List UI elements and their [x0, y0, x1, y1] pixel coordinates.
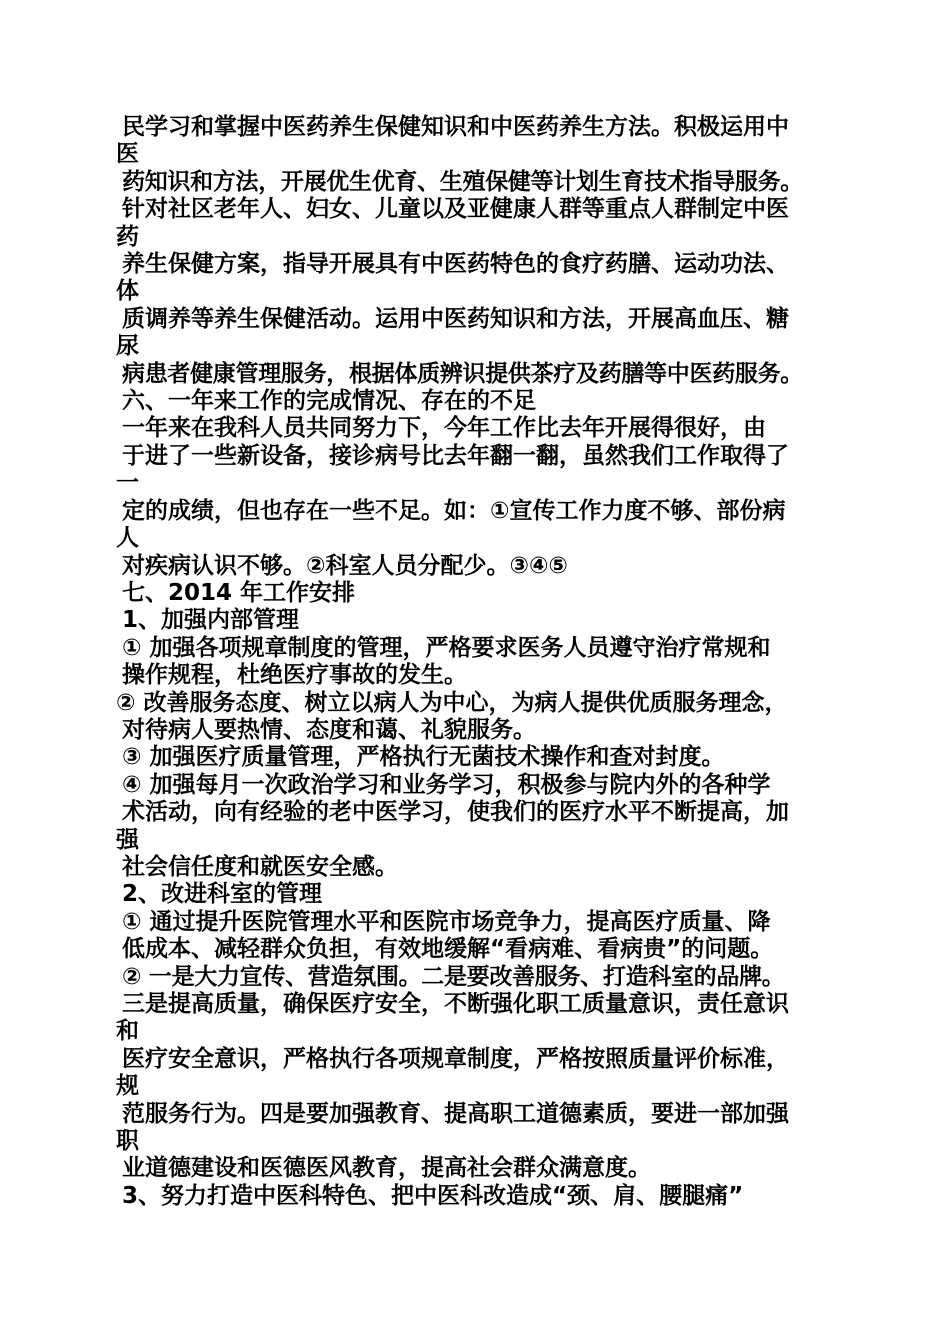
text-line-2: 医	[116, 141, 139, 168]
text-line-34: 和	[116, 1018, 139, 1045]
text-line-23: 对待病人要热情、态度和蔼、礼貌服务。	[122, 716, 536, 743]
text-line-26: 术活动，向有经验的老中医学习，使我们的医疗水平不断提高，加	[122, 799, 789, 826]
section-heading-7: 七、2014 年工作安排	[122, 579, 356, 606]
text-line-8: 质调养等养生保健活动。运用中医药知识和方法，开展高血压、糖	[122, 305, 789, 332]
text-line-12: 一年来在我科人员共同努力下，今年工作比去年开展得很好，由	[122, 415, 766, 442]
text-line-28: 社会信任度和就医安全感。	[122, 853, 398, 880]
text-line-20: ① 加强各项规章制度的管理，严格要求医务人员遵守治疗常规和	[122, 634, 771, 661]
text-line-14: 一	[116, 470, 139, 497]
text-line-21: 操作规程，杜绝医疗事故的发生。	[122, 662, 467, 689]
text-line-33: 三是提高质量，确保医疗安全，不断强化职工质量意识，责任意识	[122, 991, 789, 1017]
subheading-3: 3、努力打造中医科特色、把中医科改造成“颈、肩、腰腿痛”	[122, 1182, 744, 1209]
text-line-39: 业道德建设和医德医风教育，提高社会群众满意度。	[122, 1155, 651, 1182]
text-line-15: 定的成绩，但也存在一些不足。如：①宣传工作力度不够、部份病	[122, 497, 786, 524]
text-line-32: ② 一是大力宣传、营造氛围。二是要改善服务、打造科室的品牌。	[122, 963, 785, 990]
text-line-5: 药	[116, 223, 139, 250]
text-line-1: 民学习和掌握中医药养生保健知识和中医药养生方法。积极运用中	[122, 114, 789, 140]
text-line-6: 养生保健方案，指导开展具有中医药特色的食疗药膳、运动功法、	[122, 251, 789, 278]
text-line-13: 于进了一些新设备，接诊病号比去年翻一翻，虽然我们工作取得了	[122, 442, 789, 469]
document-page	[116, 114, 836, 1210]
text-line-35: 医疗安全意识，严格执行各项规章制度，严格按照质量评价标准，	[122, 1045, 789, 1072]
text-line-7: 体	[116, 278, 139, 305]
text-line-25: ④ 加强每月一次政治学习和业务学习，积极参与院内外的各种学	[122, 771, 771, 798]
text-line-22: ② 改善服务态度、树立以病人为中心，为病人提供优质服务理念，	[116, 689, 788, 716]
text-line-38: 职	[116, 1128, 139, 1155]
text-line-3: 药知识和方法，开展优生优育、生殖保健等计划生育技术指导服务。	[122, 168, 804, 195]
text-line-24: ③ 加强医疗质量管理，严格执行无菌技术操作和查对封度。	[122, 744, 725, 771]
text-line-30: ① 通过提升医院管理水平和医院市场竞争力，提高医疗质量、降	[122, 908, 771, 935]
subheading-1: 1、加强内部管理	[122, 607, 300, 634]
subheading-2: 2、改进科室的管理	[122, 881, 323, 908]
text-line-9: 尿	[116, 333, 139, 360]
text-line-16: 人	[116, 525, 139, 552]
text-line-31: 低成本、减轻群众负担，有效地缓解“看病难、看病贵”的问题。	[122, 936, 774, 963]
text-line-10: 病患者健康管理服务，根据体质辨识提供茶疗及药膳等中医药服务。	[122, 360, 804, 387]
text-line-4: 针对社区老年人、妇女、儿童以及亚健康人群等重点人群制定中医	[122, 196, 789, 223]
text-line-27: 强	[116, 826, 139, 853]
text-line-36: 规	[116, 1073, 139, 1100]
text-line-17: 对疾病认识不够。②科室人员分配少。③④⑤	[122, 552, 568, 579]
text-line-37: 范服务行为。四是要加强教育、提高职工道德素质，要进一部加强	[122, 1100, 789, 1127]
section-heading-6: 六、一年来工作的完成情况、存在的不足	[122, 388, 536, 415]
